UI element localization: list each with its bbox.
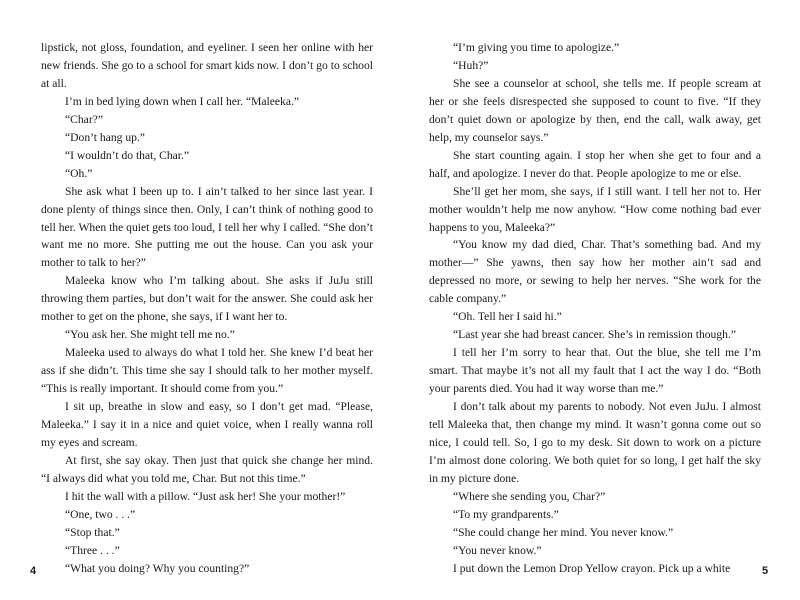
paragraph: At first, she say okay. Then just that quick she change her mind. “I always did what you told me, Char. But not this time.”: [41, 453, 373, 485]
paragraph: lipstick, not gloss, foundation, and eyeliner. I seen her online with her new friends. She go to a school for smart kids now. I don’t go to school at all.: [41, 41, 373, 90]
paragraph: “One, two . . .”: [65, 507, 136, 521]
paragraph: I’m in bed lying down when I call her. “Maleeka.”: [65, 94, 300, 108]
paragraph: “She could change her mind. You never know.”: [453, 525, 674, 539]
paragraph: “I wouldn’t do that, Char.”: [65, 148, 190, 162]
paragraph: She ask what I been up to. I ain’t talked to her since last year. I done plenty of things since then. Only, I can’t think of nothing good to tell her. When the quiet gets too loud, I tell her why I called. “She don’t want me no more. She putting me out the house. Can you ask your mother to talk to her?”: [41, 184, 373, 270]
paragraph: Maleeka used to always do what I told her. She knew I’d beat her ass if she didn’t. This time she say I should talk to her mother myself. “This is really important. It should come from you.”: [41, 346, 373, 396]
paragraph: “What you doing? Why you counting?”: [65, 561, 250, 575]
paragraph: “You never know.”: [453, 543, 542, 557]
paragraph: “Oh.”: [65, 166, 93, 180]
paragraph: I don’t talk about my parents to nobody. Not even JuJu. I almost tell Maleeka that, then change my mind. It wasn’t gonna come out so nice, I could tell. So, I go to my desk. Sit down to work on a picture I’m almost done coloring. We both quiet for so long, I get half the sky in my picture done.: [429, 400, 761, 485]
paragraph: “Last year she had breast cancer. She’s in remission though.”: [453, 328, 736, 342]
paragraph: “Don’t hang up.”: [65, 130, 145, 144]
paragraph: “To my grandparents.”: [453, 507, 559, 521]
paragraph: I hit the wall with a pillow. “Just ask her! She your mother!”: [65, 489, 346, 503]
paragraph: “I’m giving you time to apologize.”: [453, 41, 620, 54]
paragraph: I tell her I’m sorry to hear that. Out the blue, she tell me I’m smart. That maybe it’s not all my fault that I act the way I do. “Both your parents died. You had it way worse than me.”: [429, 346, 761, 396]
paragraph: “Char?”: [65, 112, 103, 126]
paragraph: She see a counselor at school, she tells me. If people scream at her or she feels disrespected she supposed to count to five. “If they don’t quiet down or apologize by then, end the call, walk away, get help, my counselor says.”: [429, 76, 761, 144]
paragraph: I put down the Lemon Drop Yellow crayon. Pick up a white: [453, 561, 731, 575]
paragraph: “Stop that.”: [65, 525, 120, 539]
paragraph: She’ll get her mom, she says, if I still want. I tell her not to. Her mother wouldn’t help me now anyhow. “How come nothing bad ever happens to you, Maleeka?”: [429, 184, 761, 234]
paragraph: “Oh. Tell her I said hi.”: [453, 310, 562, 324]
paragraph: “Three . . .”: [65, 543, 120, 557]
paragraph: She start counting again. I stop her when she get to four and a half, and apologize. I never do that. People apologize to me or else.: [429, 148, 761, 180]
paragraph: “You ask her. She might tell me no.”: [65, 328, 235, 342]
left-page: [41, 39, 373, 578]
page-number-left: 4: [30, 565, 37, 577]
paragraph: “Where she sending you, Char?”: [453, 489, 606, 503]
paragraph: I sit up, breathe in slow and easy, so I don’t get mad. “Please, Maleeka.” I say it in a nice and quiet voice, when I really wanna roll my eyes and scream.: [41, 400, 373, 449]
paragraph: Maleeka know who I’m talking about. She asks if JuJu still throwing them parties, but don’t wait for the answer. She could ask her mother to get on the phone, she says, if I want her to.: [41, 274, 373, 324]
page-number-right: 5: [762, 565, 769, 577]
right-page: [429, 39, 761, 578]
paragraph: “Huh?”: [453, 58, 489, 72]
paragraph: “You know my dad died, Char. That’s something bad. And my mother—” She yawns, then say how her mother ain’t sad and depressed no more, or sewing to help her nerves. “She work for the cable company.”: [429, 238, 761, 306]
